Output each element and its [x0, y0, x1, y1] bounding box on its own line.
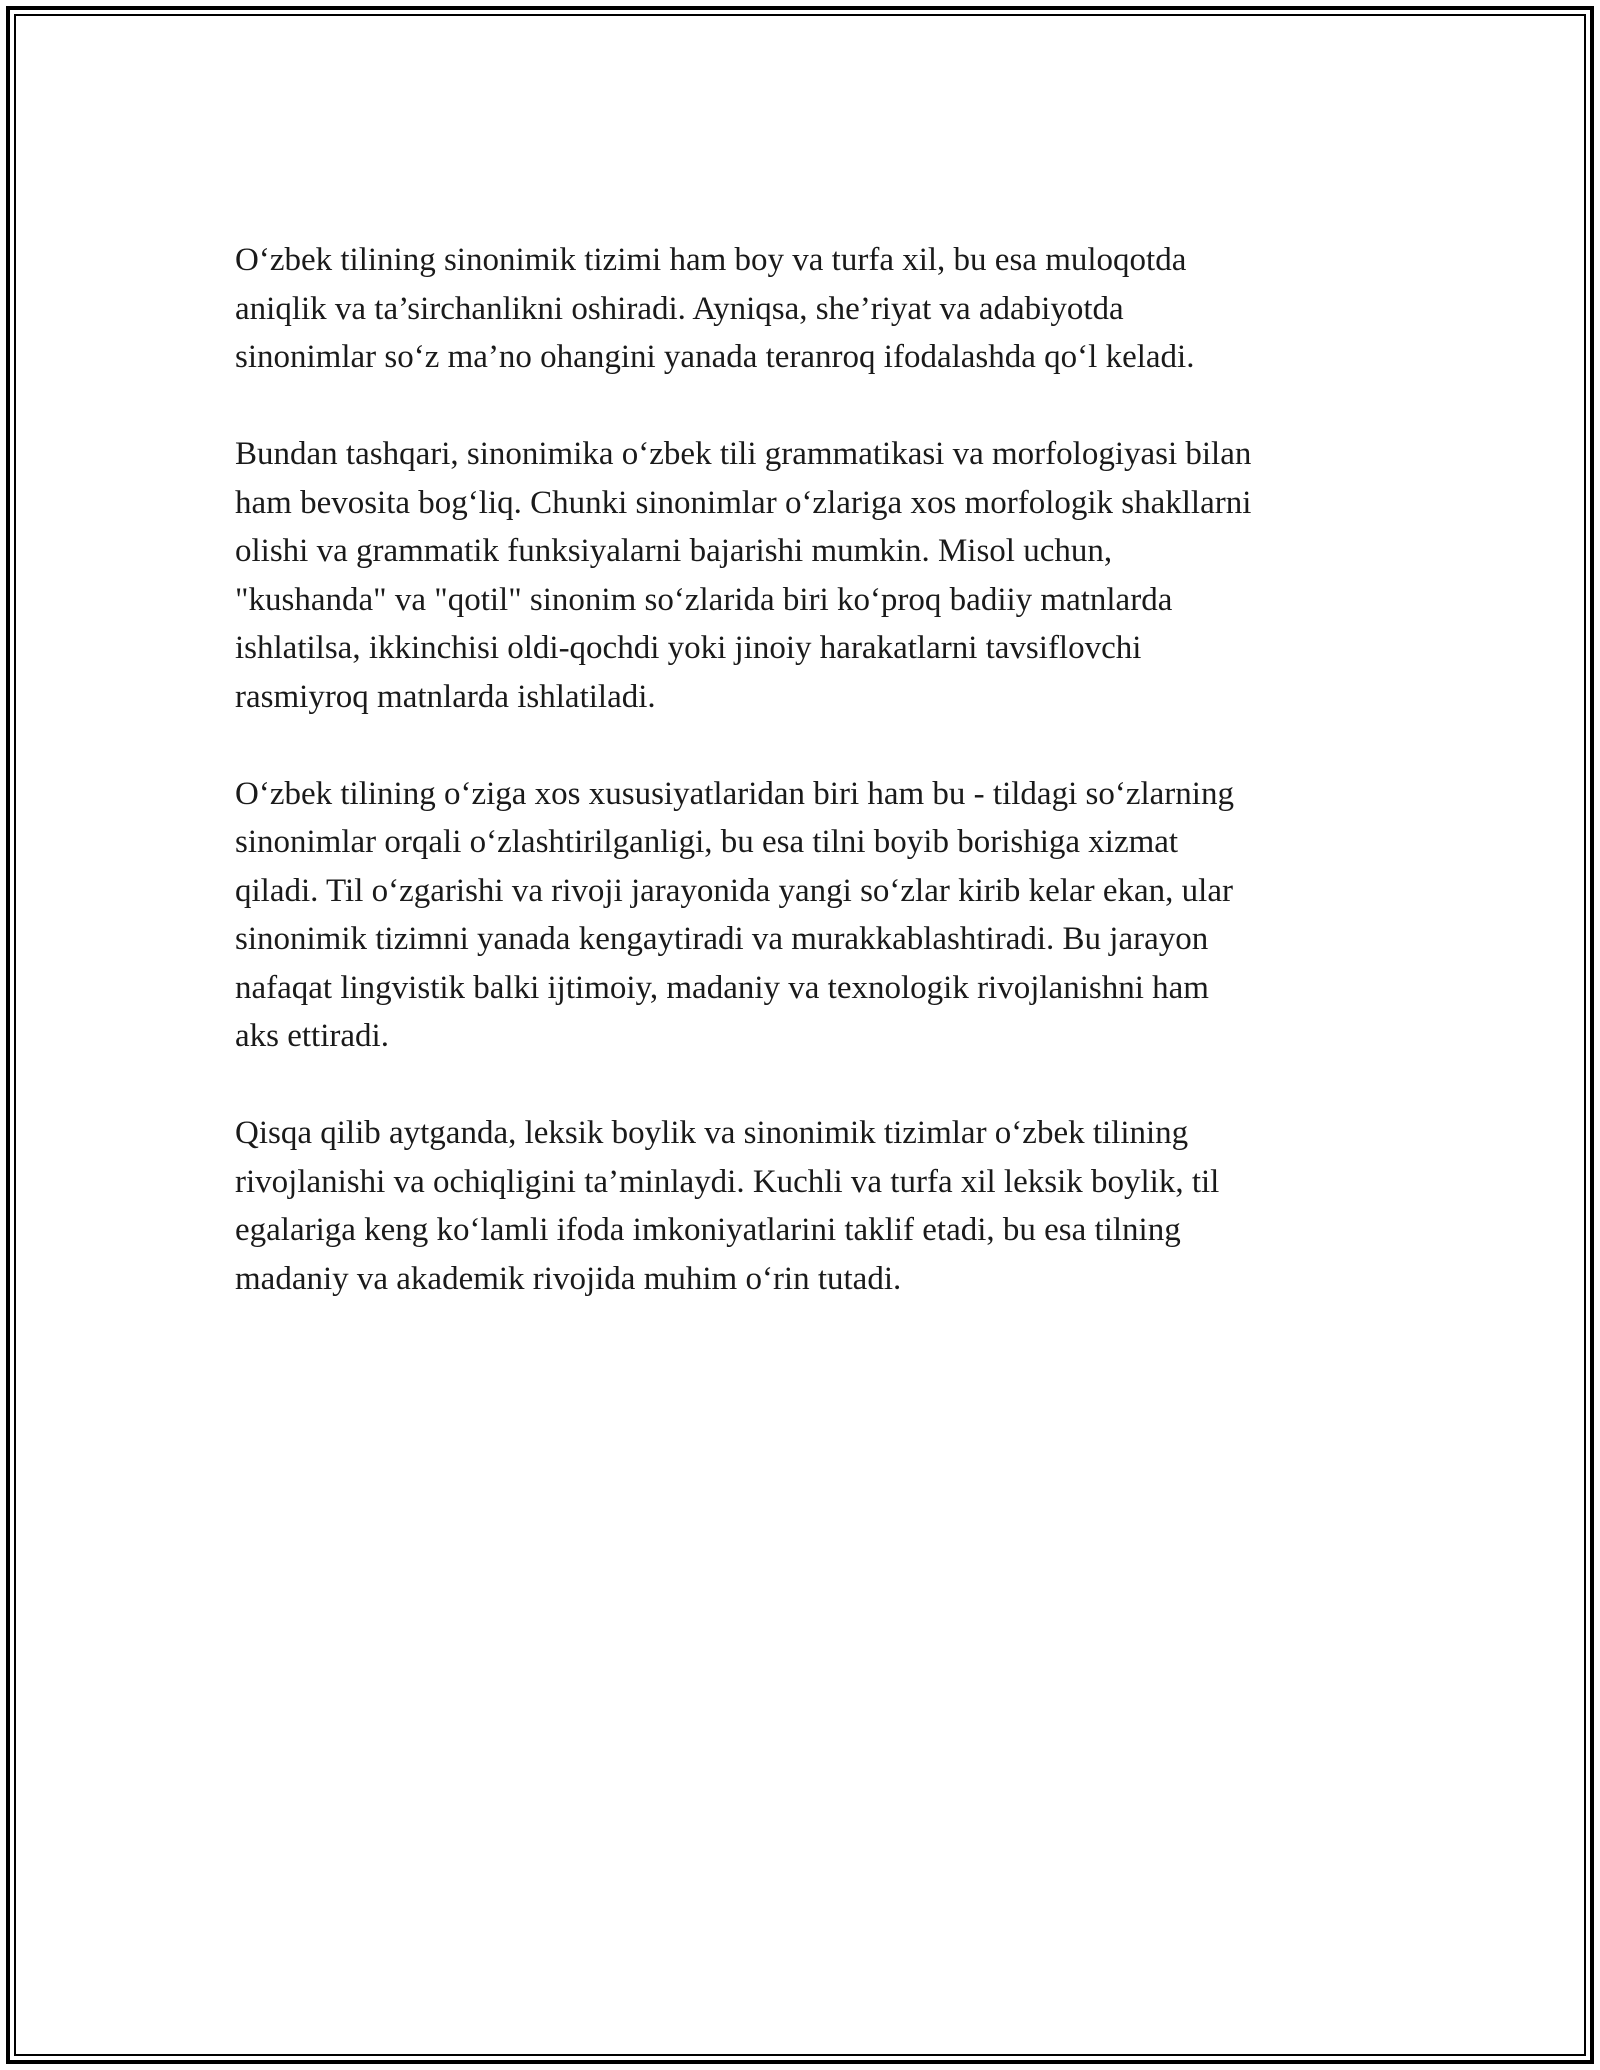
paragraph-2: [235, 430, 1375, 721]
text-line: nafaqat lingvistik balki ijtimoiy, madaniy va texnologik rivojlanishni ham: [235, 969, 1209, 1006]
text-line: rivojlanishi va ochiqligini ta’minlaydi. Kuchli va turfa xil leksik boylik, til: [235, 1163, 1220, 1200]
text-line: Bundan tashqari, sinonimika o‘zbek tili grammatikasi va morfologiyasi bilan: [235, 436, 1252, 472]
text-line: sinonimik tizimni yanada kengaytiradi va murakkablashtiradi. Bu jarayon: [235, 921, 1209, 957]
paragraph-3: [235, 770, 1375, 1061]
paragraph-1: [235, 236, 1375, 382]
text-line: sinonimlar orqali o‘zlashtirilganligi, bu esa tilni boyib borishiga xizmat: [235, 824, 1179, 860]
text-line: "kushanda" va "qotil" sinonim so‘zlarida biri ko‘proq badiiy matnlarda: [235, 581, 1173, 618]
text-line: O‘zbek tilining sinonimik tizimi ham boy va turfa xil, bu esa muloqotda: [235, 242, 1187, 278]
paragraph-4: [235, 1109, 1375, 1303]
text-line: O‘zbek tilining o‘ziga xos xususiyatlaridan biri ham bu - tildagi so‘zlarning: [235, 775, 1234, 812]
text-line: rasmiyroq matnlarda ishlatiladi.: [235, 678, 656, 715]
text-line: aks ettiradi.: [235, 1018, 389, 1054]
text-line: egalariga keng ko‘lamli ifoda imkoniyatlarini taklif etadi, bu esa tilning: [235, 1212, 1181, 1248]
text-line: ham bevosita bog‘liq. Chunki sinonimlar o‘zlariga xos morfologik shakllarni: [235, 484, 1252, 521]
text-line: aniqlik va ta’sirchanlikni oshiradi. Ayniqsa, she’riyat va adabiyotda: [235, 290, 1124, 327]
text-line: Qisqa qilib aytganda, leksik boylik va sinonimik tizimlar o‘zbek tilining: [235, 1115, 1189, 1151]
document-body: [235, 236, 1375, 1352]
text-line: sinonimlar so‘z ma’no ohangini yanada teranroq ifodalashda qo‘l keladi.: [235, 339, 1195, 375]
text-line: madaniy va akademik rivojida muhim o‘rin tutadi.: [235, 1260, 902, 1297]
text-line: ishlatilsa, ikkinchisi oldi-qochdi yoki jinoiy harakatlarni tavsiflovchi: [235, 630, 1142, 666]
text-line: qiladi. Til o‘zgarishi va rivoji jarayonida yangi so‘zlar kirib kelar ekan, ular: [235, 872, 1233, 909]
text-line: olishi va grammatik funksiyalarni bajarishi mumkin. Misol uchun,: [235, 533, 1113, 569]
